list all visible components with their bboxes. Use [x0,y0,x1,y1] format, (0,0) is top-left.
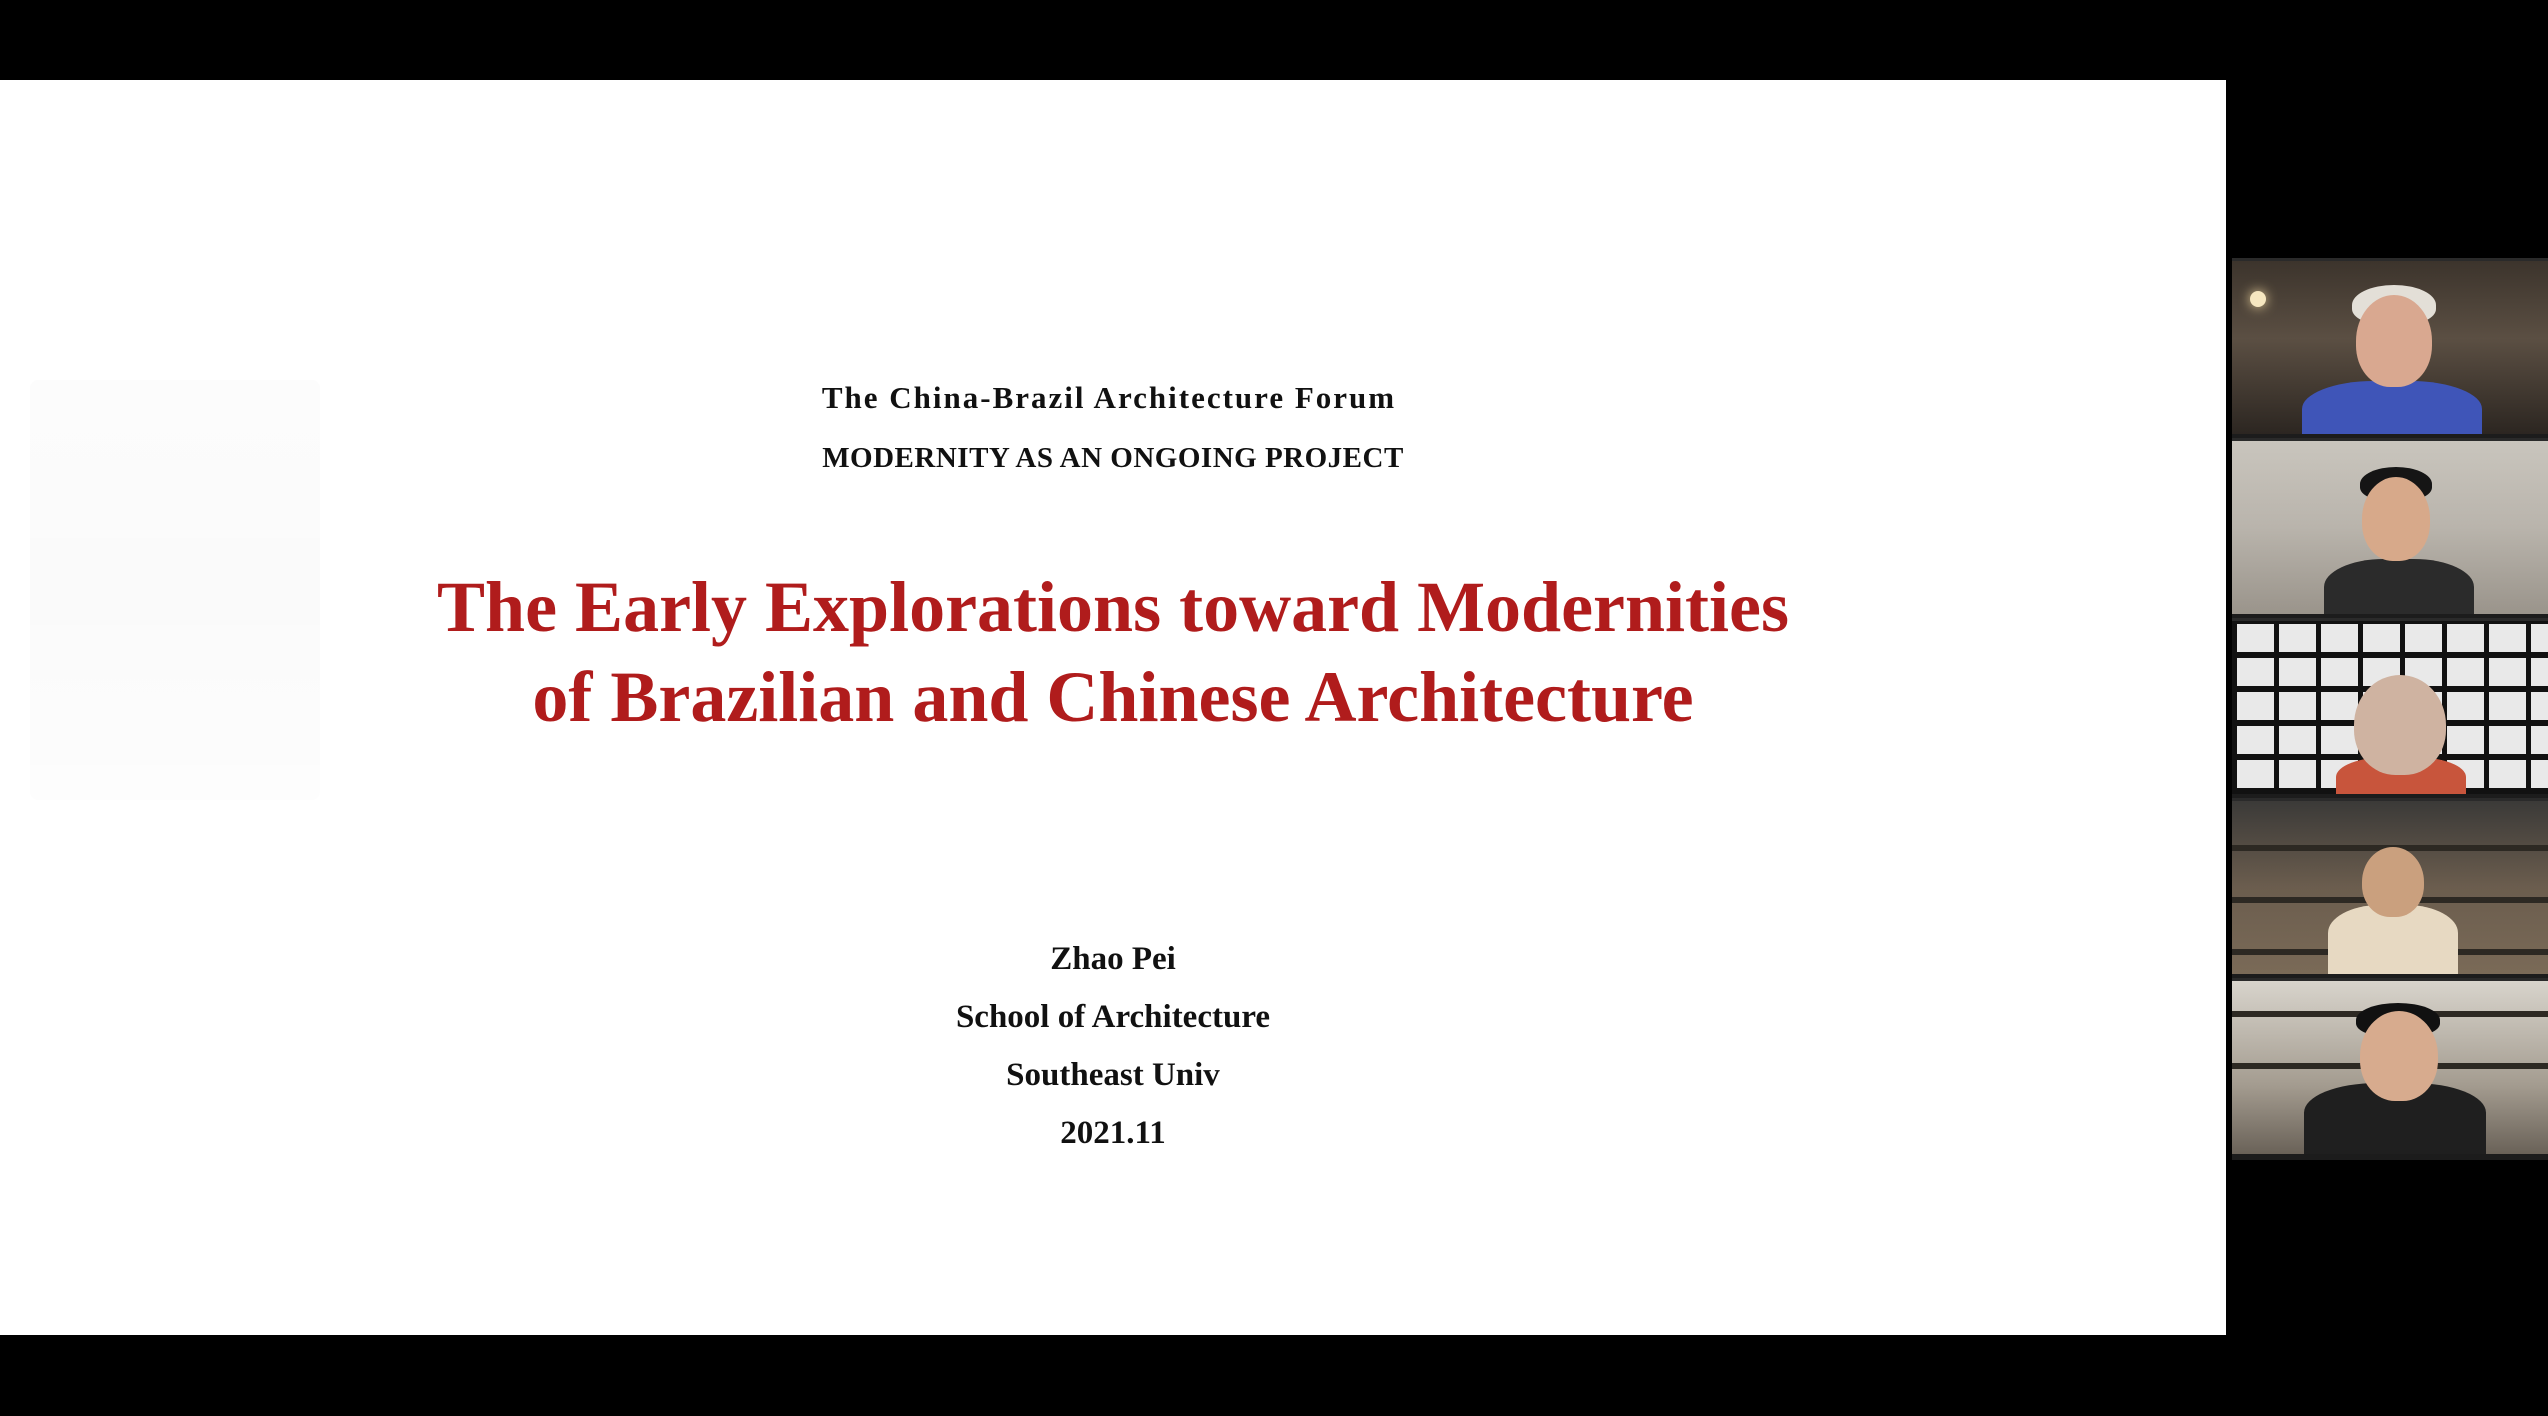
participant-video-5[interactable] [2232,978,2548,1154]
participant-video-2[interactable] [2232,438,2548,614]
participant-video-4[interactable] [2232,798,2548,974]
title-line-1: The Early Explorations toward Modernities [437,567,1789,647]
author-name: Zhao Pei [1050,941,1176,977]
author-university: Southeast Univ [1006,1057,1220,1093]
participant-face [2354,675,2446,775]
participant-video-3[interactable] [2232,618,2548,794]
presentation-title [0,562,2226,742]
author-block [0,930,2226,1162]
participant-face [2362,847,2424,917]
participant-face [2360,1011,2438,1101]
forum-name: The China-Brazil Architecture Forum [821,380,1397,415]
participant-face [2356,295,2432,387]
presentation-date: 2021.11 [1060,1115,1166,1151]
participant-video-1[interactable] [2232,258,2548,434]
forum-subtitle: MODERNITY AS AN ONGOING PROJECT [822,442,1404,474]
lamp-icon [2250,291,2266,307]
participant-panel [2232,258,2548,1160]
shared-presentation-slide [0,80,2226,1335]
participant-face [2362,477,2430,561]
title-line-2: of Brazilian and Chinese Architecture [532,657,1694,737]
author-school: School of Architecture [955,999,1271,1035]
participant-body [2324,559,2474,614]
participant-body [2302,381,2482,434]
